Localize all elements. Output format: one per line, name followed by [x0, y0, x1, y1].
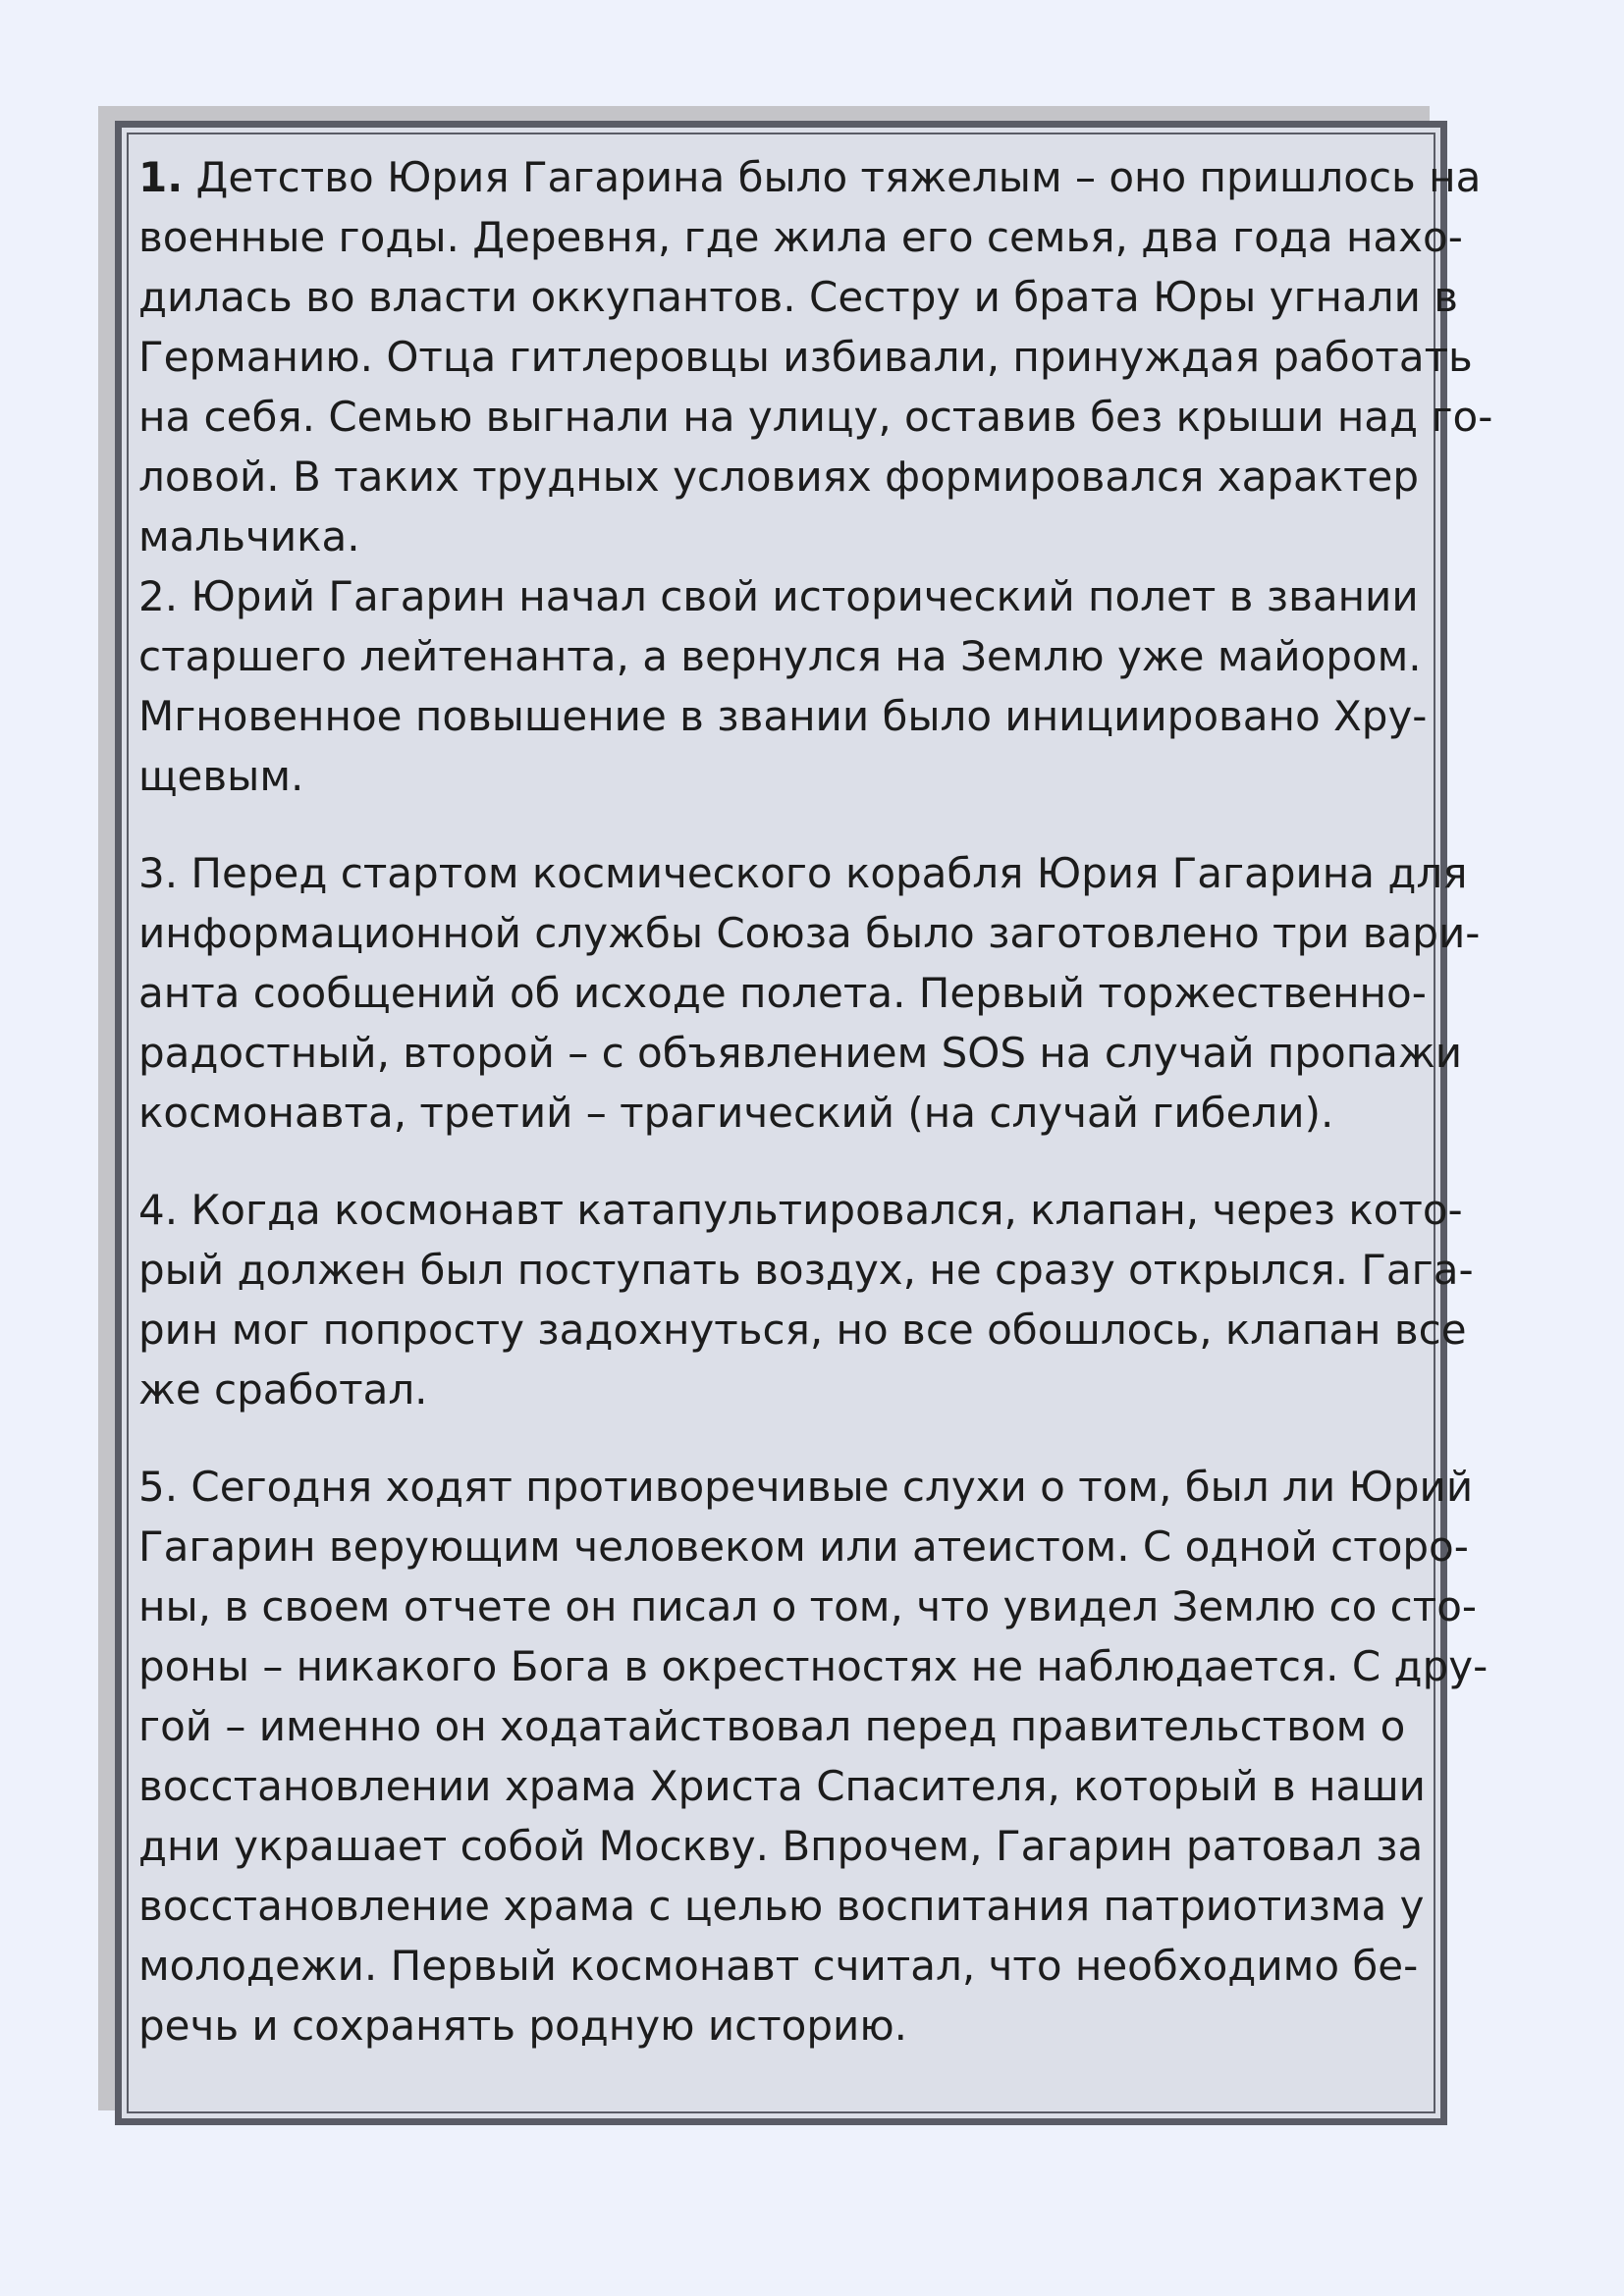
text-line: 4. Когда космонавт катапультировался, клапан, через кото- — [138, 1186, 1463, 1234]
paragraph-1 — [138, 147, 1493, 566]
facts-text — [138, 147, 1493, 2056]
text-line: роны – никакого Бога в окрестностях не наблюдается. С дру- — [138, 1642, 1489, 1690]
text-line: старшего лейтенанта, а вернулся на Землю уже майором. — [138, 632, 1422, 680]
text-line: дни украшает собой Москву. Впрочем, Гагарин ратовал за — [138, 1822, 1424, 1870]
text-line: Гагарин верующим человеком или атеистом. С одной сторо- — [138, 1522, 1469, 1571]
paragraph-number: 1. — [138, 153, 184, 201]
text-line: ны, в своем отчете он писал о том, что увидел Землю со сто- — [138, 1582, 1478, 1630]
text-line — [138, 147, 1482, 207]
text-line: ловой. В таких трудных условиях формировался характер — [138, 453, 1420, 501]
text-line: военные годы. Деревня, где жила его семья, два года нахо- — [138, 213, 1463, 261]
text-line: же сработал. — [138, 1365, 428, 1414]
text-line: восстановление храма с целью воспитания патриотизма у — [138, 1882, 1425, 1930]
text-line: рин мог попросту задохнуться, но все обошлось, клапан все — [138, 1306, 1467, 1354]
text-line: 5. Сегодня ходят противоречивые слухи о том, был ли Юрий — [138, 1463, 1474, 1511]
text-line: радостный, второй – с объявлением SOS на случай пропажи — [138, 1029, 1463, 1077]
text-line: анта сообщений об исходе полета. Первый торжественно- — [138, 969, 1427, 1017]
text-line: рый должен был поступать воздух, не сразу открылся. Гага- — [138, 1246, 1474, 1294]
text-line: информационной службы Союза было заготовлено три вари- — [138, 909, 1481, 957]
text-line: гой – именно он ходатайствовал перед правительством о — [138, 1702, 1406, 1750]
text-line: Германию. Отца гитлеровцы избивали, принуждая работать — [138, 333, 1473, 381]
text-line: щевым. — [138, 752, 304, 800]
text-line-content: Детство Юрия Гагарина было тяжелым – оно пришлось на — [195, 153, 1482, 201]
text-line: мальчика. — [138, 512, 360, 561]
text-line: Мгновенное повышение в звании было инициировано Хру- — [138, 692, 1428, 740]
paragraph-2 — [138, 566, 1435, 806]
text-line: дилась во власти оккупантов. Сестру и брата Юры угнали в — [138, 273, 1458, 321]
paragraph-5 — [138, 1457, 1489, 2056]
text-line: 3. Перед стартом космического корабля Юрия Гагарина для — [138, 849, 1468, 897]
text-line: космонавта, третий – трагический (на случай гибели). — [138, 1089, 1334, 1137]
text-line: 2. Юрий Гагарин начал свой исторический полет в звании — [138, 572, 1419, 620]
text-line: молодежи. Первый космонавт считал, что необходимо бе- — [138, 1942, 1419, 1990]
paragraph-4 — [138, 1180, 1474, 1419]
text-line: восстановлении храма Христа Спасителя, который в наши — [138, 1762, 1426, 1810]
paragraph-3 — [138, 843, 1481, 1143]
text-line: на себя. Семью выгнали на улицу, оставив без крыши над го- — [138, 393, 1493, 441]
text-line: речь и сохранять родную историю. — [138, 2002, 908, 2050]
